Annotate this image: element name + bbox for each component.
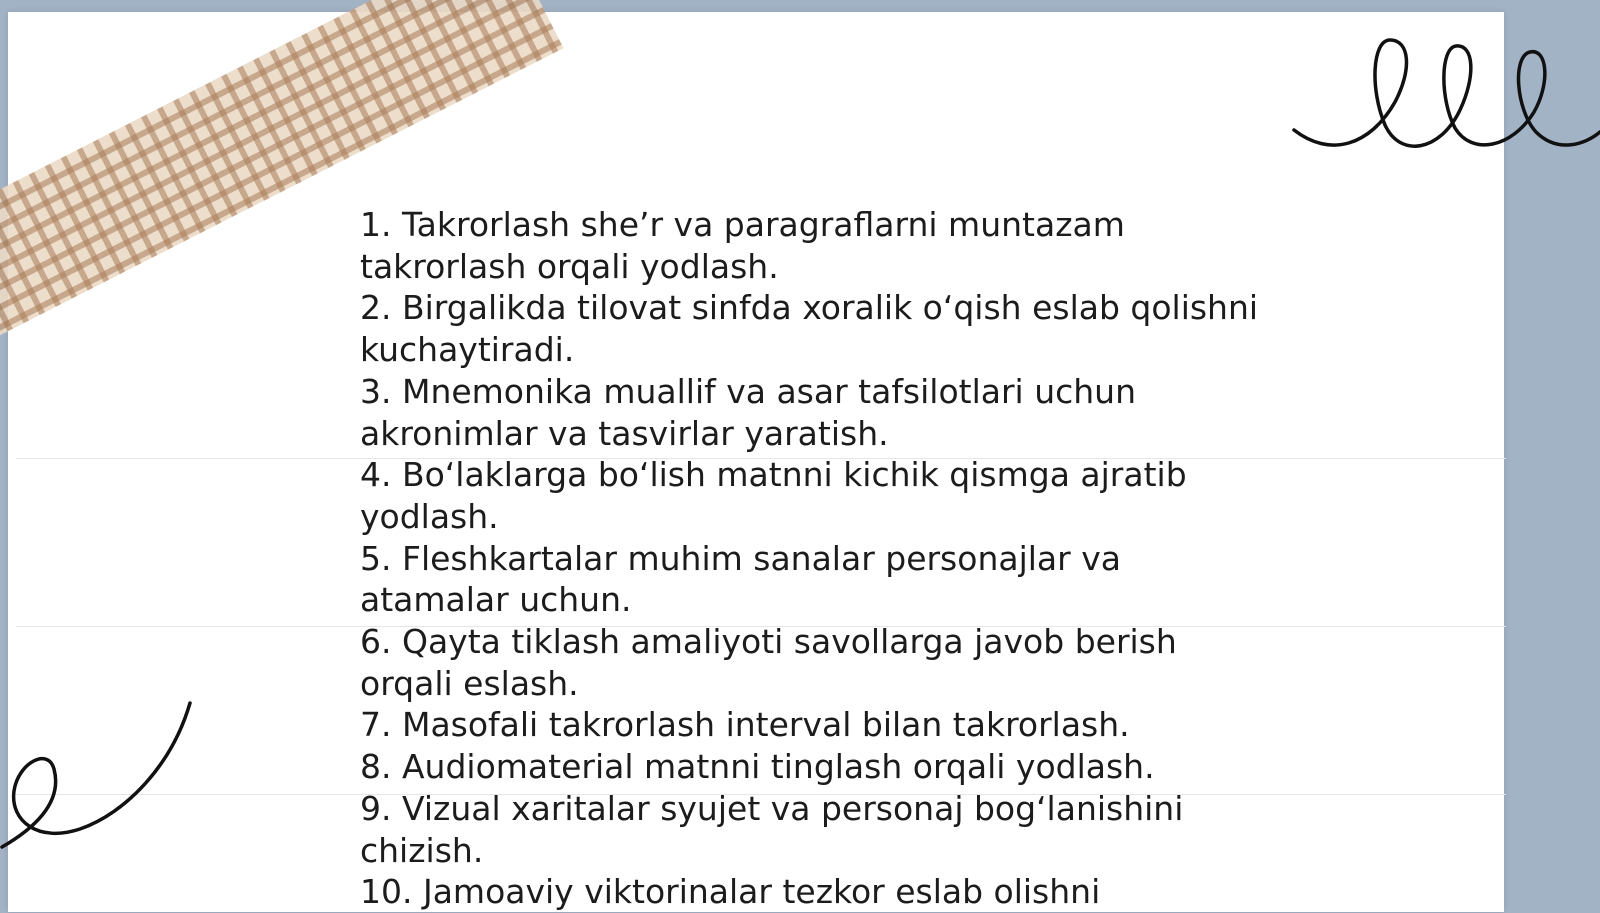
loop-scribble-icon bbox=[1290, 30, 1600, 170]
list-item: 2. Birgalikda tilovat sinfda xoralik o‘qish eslab qolishni kuchaytiradi. bbox=[360, 288, 1259, 370]
list-item: 8. Audiomaterial matnni tinglash orqali yodlash. bbox=[360, 747, 1155, 787]
list-item: 1. Takrorlash she’r va paragraflarni muntazam takrorlash orqali yodlash. bbox=[360, 205, 1125, 286]
list-item: 3. Mnemonika muallif va asar tafsilotlari uchun akronimlar va tasvirlar yaratish. bbox=[360, 371, 1137, 453]
list-item: 4. Bo‘laklarga bo‘lish matnni kichik qismga ajratib yodlash. bbox=[360, 455, 1187, 536]
memorization-techniques-list bbox=[360, 204, 1260, 913]
list-item: 7. Masofali takrorlash interval bilan takrorlash. bbox=[360, 705, 1130, 745]
list-item: 9. Vizual xaritalar syujet va personaj bog‘lanishini chizish. bbox=[360, 788, 1184, 870]
list-item: 5. Fleshkartalar muhim sanalar personajlar va atamalar uchun. bbox=[360, 538, 1121, 620]
check-scribble-icon bbox=[0, 695, 200, 850]
list-item: 6. Qayta tiklash amaliyoti savollarga javob berish orqali eslash. bbox=[360, 622, 1177, 703]
list-item: 10. Jamoaviy viktorinalar tezkor eslab olishni bbox=[360, 872, 1101, 912]
